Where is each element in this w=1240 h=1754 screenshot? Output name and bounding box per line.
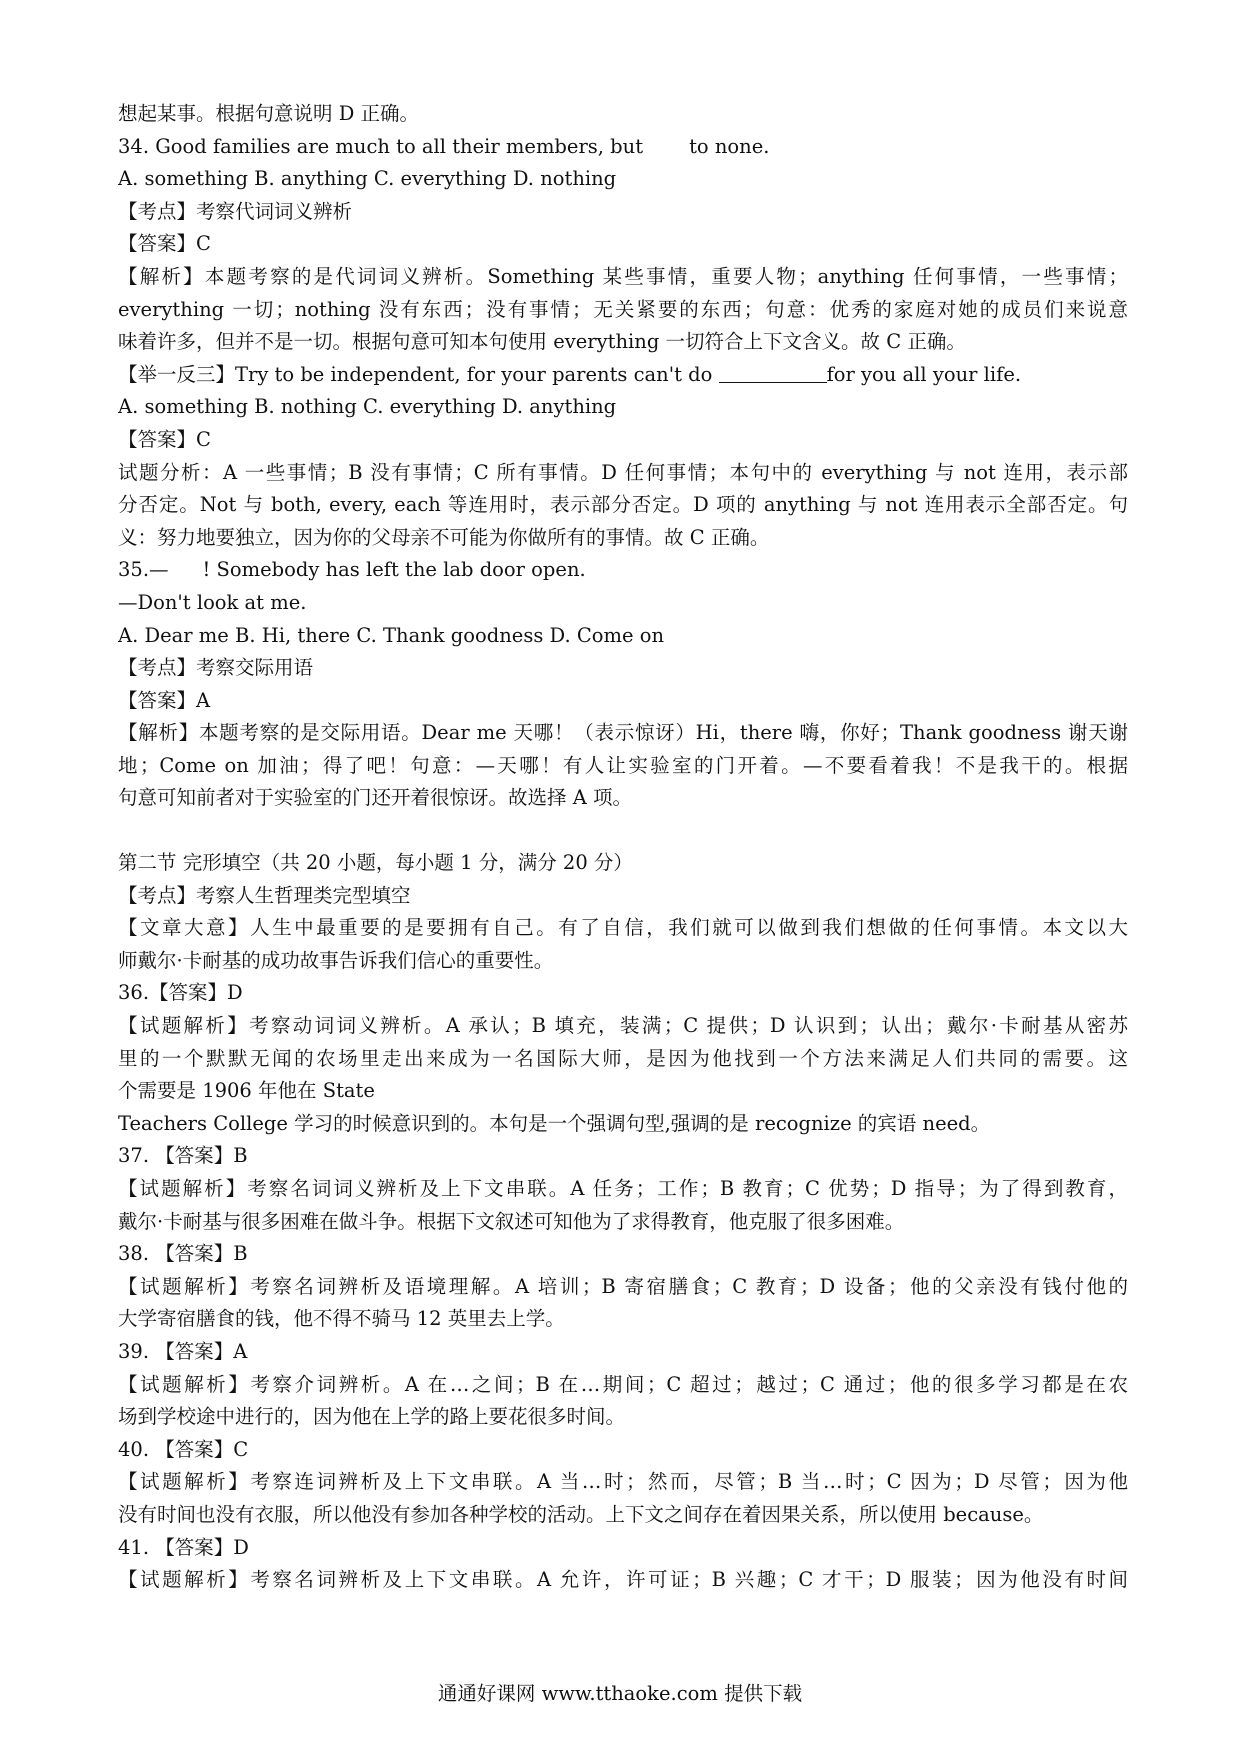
text-line: 师戴尔·卡耐基的成功故事告诉我们信心的重要性。 bbox=[118, 948, 554, 972]
text-line: 41. 【答案】D bbox=[118, 1535, 249, 1559]
section-gap bbox=[118, 815, 1128, 847]
text-line: 义：努力地要独立，因为你的父母亲不可能为你做所有的事情。故 C 正确。 bbox=[118, 525, 770, 549]
options-35: A. Dear me B. Hi, there C. Thank goodness D. Come on bbox=[118, 623, 665, 647]
question-35 bbox=[118, 554, 1128, 587]
page-footer: 通通好课网 www.tthaoke.com 提供下载 bbox=[437, 1682, 803, 1705]
text-line: 味着许多，但并不是一切。根据句意可知本句使用 everything 一切符合上下文含义。故 C 正确。 bbox=[118, 330, 966, 354]
text-line: 想起某事。根据句意说明 D 正确。 bbox=[118, 102, 420, 125]
page-content bbox=[118, 98, 1128, 1597]
text-line: 地；Come on 加油；得了吧！句意：—天哪！有人让实验室的门开着。—不要看着我！不是我干的。根据 bbox=[118, 753, 1128, 777]
options-34: A. something B. anything C. everything D. nothing bbox=[118, 167, 617, 191]
text-line: 【试题解析】考察连词辨析及上下文串联。A 当…时；然而，尽管；B 当…时；C 因为；D 尽管；因为他 bbox=[118, 1470, 1128, 1494]
text-line: —Don't look at me. bbox=[118, 590, 307, 614]
text-line: 【解析】本题考察的是代词词义辨析。Something 某些事情，重要人物；anything 任何事情，一些事情； bbox=[118, 264, 1128, 288]
question-35-number: 35.— bbox=[118, 558, 169, 582]
question-35-text: ! Somebody has left the lab door open. bbox=[202, 558, 586, 582]
options-practice: A. something B. nothing C. everything D. anything bbox=[118, 395, 617, 419]
question-practice bbox=[118, 359, 1128, 392]
text-line: 【文章大意】人生中最重要的是要拥有自己。有了自信，我们就可以做到我们想做的任何事情。本文以大 bbox=[118, 916, 1128, 940]
text-line: 试题分析：A 一些事情；B 没有事情；C 所有事情。D 任何事情；本句中的 everything 与 not 连用，表示部 bbox=[118, 460, 1128, 484]
text-line: 【考点】考察交际用语 bbox=[118, 656, 314, 680]
text-line: 【解析】本题考察的是交际用语。Dear me 天哪！（表示惊讶）Hi，there 嗨，你好；Thank goodness 谢天谢 bbox=[118, 721, 1128, 745]
text-line: 【答案】A bbox=[118, 688, 211, 712]
text-line: 【试题解析】考察名词词义辨析及上下文串联。A 任务；工作；B 教育；C 优势；D 指导；为了得到教育， bbox=[118, 1177, 1128, 1200]
text-line: 大学寄宿膳食的钱，他不得不骑马 12 英里去上学。 bbox=[118, 1307, 565, 1331]
text-line: 没有时间也没有衣服，所以他没有参加各种学校的活动。上下文之间存在着因果关系，所以使用 because。 bbox=[118, 1502, 1044, 1526]
text-line: 【试题解析】考察动词词义辨析。A 承认；B 填充，装满；C 提供；D 认识到；认出；戴尔·卡耐基从密苏 bbox=[118, 1014, 1128, 1038]
text-line: 分否定。Not 与 both, every, each 等连用时，表示部分否定。D 项的 anything 与 not 连用表示全部否定。句 bbox=[118, 493, 1128, 517]
text-line: 【答案】C bbox=[118, 427, 211, 451]
practice-text: 【举一反三】Try to be independent, for your parents can't do bbox=[118, 362, 719, 386]
practice-tail: for you all your life. bbox=[826, 362, 1022, 386]
question-34 bbox=[118, 131, 1128, 164]
text-line: 个需要是 1906 年他在 State bbox=[118, 1079, 375, 1103]
text-line: everything 一切；nothing 没有东西；没有事情；无关紧要的东西；句意：优秀的家庭对她的成员们来说意 bbox=[118, 297, 1128, 321]
text-line: 【试题解析】考察介词辨析。A 在…之间；B 在…期间；C 超过；越过；C 通过；他的很多学习都是在农 bbox=[118, 1372, 1128, 1396]
text-line: 【考点】考察代词词义辨析 bbox=[118, 199, 353, 223]
question-34-text: 34. Good families are much to all their members, but bbox=[118, 134, 644, 158]
text-line: 【试题解析】考察名词辨析及语境理解。A 培训；B 寄宿膳食；C 教育；D 设备；他的父亲没有钱付他的 bbox=[118, 1274, 1128, 1298]
text-line: 39. 【答案】A bbox=[118, 1339, 248, 1363]
text-line: 戴尔·卡耐基与很多困难在做斗争。根据下文叙述可知他为了求得教育，他克服了很多困难。 bbox=[118, 1209, 905, 1233]
text-line: 【试题解析】考察名词辨析及上下文串联。A 允许，许可证；B 兴趣；C 才干；D 服装；因为他没有时间 bbox=[118, 1568, 1128, 1592]
text-line: Teachers College 学习的时候意识到的。本句是一个强调句型,强调的是 recognize 的宾语 need。 bbox=[118, 1111, 991, 1135]
text-line: 【考点】考察人生哲理类完型填空 bbox=[118, 883, 411, 907]
text-line: 【答案】C bbox=[118, 232, 211, 256]
section-heading: 第二节 完形填空（共 20 小题，每小题 1 分，满分 20 分） bbox=[118, 851, 633, 875]
text-line: 38. 【答案】B bbox=[118, 1242, 248, 1266]
text-line: 37. 【答案】B bbox=[118, 1144, 248, 1168]
text-line: 里的一个默默无闻的农场里走出来成为一名国际大师，是因为他找到一个方法来满足人们共同的需要。这 bbox=[118, 1046, 1128, 1070]
text-line: 句意可知前者对于实验室的门还开着很惊讶。故选择 A 项。 bbox=[118, 786, 632, 810]
question-34-tail: to none. bbox=[689, 134, 770, 158]
text-line: 场到学校途中进行的，因为他在上学的路上要花很多时间。 bbox=[118, 1405, 626, 1429]
answer-underline bbox=[719, 364, 827, 383]
text-line: 40. 【答案】C bbox=[118, 1437, 249, 1461]
text-line: 36.【答案】D bbox=[118, 981, 243, 1005]
